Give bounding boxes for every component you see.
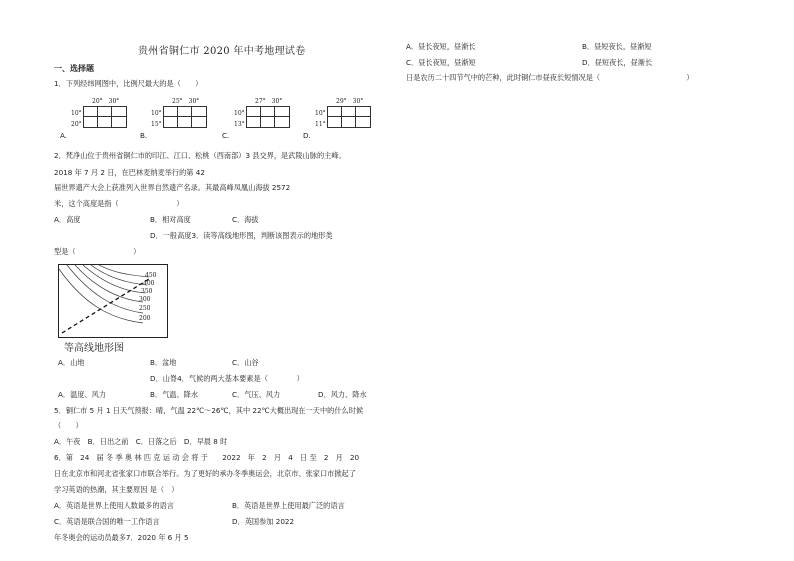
lat-lon-grid (327, 106, 371, 128)
question-2-line: 2018 年 7 月 2 日，在巴林麦纳麦举行的第 42 (54, 168, 205, 177)
q4-option-d: D．风力、降水 (318, 390, 367, 399)
grid-left-label: 10° (71, 110, 82, 117)
lat-lon-grid (163, 106, 207, 128)
q7-option-b: B．昼短夜长，昼渐短 (582, 42, 652, 51)
grid-top-label: 25° 30° (172, 98, 200, 105)
q2-option-b: B．相对高度 (150, 215, 191, 224)
page-title: 贵州省铜仁市 2020 年中考地理试卷 (138, 46, 306, 57)
lat-lon-grid (246, 106, 290, 128)
contour-map (58, 264, 168, 338)
contour-label: 200 (139, 315, 151, 322)
q5-options: A．午夜 B．日出之前 C．日落之后 D．早晨 8 时 (54, 437, 228, 446)
option-label: D. (303, 131, 311, 140)
option-label: A. (60, 131, 68, 140)
lat-lon-grid (83, 106, 127, 128)
grid-left-label: 10° (315, 110, 326, 117)
grid-left-label: 11° (315, 121, 326, 128)
q2-option-d: D．一般高度3．读等高线地形图，判断该图表示的地形类 (150, 231, 333, 240)
q3-option-c: C．山谷 (232, 358, 259, 367)
question-6-line: 6．第 24 届 冬 季 奥 林 匹 克 运 动 会 将 于 2022 年 2 月 4 日 至 2 月 20 (54, 453, 360, 462)
question-1: 1．下列经纬网图中，比例尺最大的是（ ） (54, 79, 203, 88)
q4-option-a: A．温度、风力 (58, 390, 107, 399)
grid-top-label: 29° 30° (336, 98, 364, 105)
contour-label: 400 (143, 280, 155, 287)
question-2-line: 米，这个高度是指（ ） (54, 199, 184, 208)
q7-option-d: D．昼短夜长，昼渐长 (582, 58, 653, 67)
q2-option-a: A．高度 (54, 215, 81, 224)
q3-option-d: D．山脊4．气候的两大基本要素是（ ） (150, 374, 304, 383)
question-2-line: 2．梵净山位于贵州省铜仁市的印江、江口、松桃（西南部）3 县交界，是武陵山脉的主峰。 (54, 151, 346, 160)
grid-left-label: 13° (234, 121, 245, 128)
grid-top-label: 20° 30° (92, 98, 120, 105)
q7-option-c: C．昼长夜短，昼渐短 (406, 58, 476, 67)
map-caption: 等高线地形图 (64, 343, 124, 354)
q6-option-c: C．英语是联合国的唯一工作语言 (54, 517, 160, 526)
option-label: C. (222, 131, 230, 140)
question-5-line: 5．铜仁市 5 月 1 日天气预报：晴，气温 22℃～26℃，其中 22℃大概出现在一天中的什么时候 (54, 406, 364, 415)
question-6-line: 学习英语的热潮，其主要原因 是（ ） (54, 485, 179, 494)
grid-top-label: 27° 30° (255, 98, 283, 105)
grid-left-label: 10° (234, 110, 245, 117)
contour-label: 300 (139, 296, 151, 303)
q3-option-b: B．盆地 (150, 358, 177, 367)
q6-option-b: B．英语是世界上使用最广泛的语言 (232, 501, 345, 510)
q6-option-d: D．英国参加 2022 (232, 517, 295, 526)
question-8-stem: 日是农历二十四节气中的芒种，此时铜仁市昼夜长短情况是（ ） (406, 73, 694, 82)
question-5-line: （ ） (54, 421, 83, 430)
contour-label: 350 (141, 288, 153, 295)
q4-option-b: B．气温、降水 (150, 390, 199, 399)
q3-option-a: A．山地 (58, 358, 85, 367)
contour-label: 250 (139, 305, 151, 312)
contour-label: 450 (145, 272, 157, 279)
q7-option-a: A．昼长夜短，昼渐长 (406, 42, 476, 51)
option-label: B. (140, 131, 148, 140)
q6-option-a: A．英语是世界上使用人数最多的语言 (54, 501, 174, 510)
grid-left-label: 10° (151, 110, 162, 117)
section-heading: 一、选择题 (54, 64, 94, 73)
question-3-tail: 型是（ ） (54, 247, 141, 256)
question-2-line: 届世界遗产大会上获准列入世界自然遗产名录。其最高峰凤凰山海拔 2572 (54, 183, 291, 192)
q4-option-c: C．气压、风力 (232, 390, 281, 399)
question-6-line: 日在北京市和河北省张家口市联合举行。为了更好的承办冬季奥运会，北京市、张家口市掀起了 (54, 469, 356, 478)
question-6-tail: 年冬奥会的运动员最多7．2020 年 6 月 5 (54, 533, 189, 542)
q2-option-c: C．海拔 (232, 215, 259, 224)
grid-left-label: 15° (151, 121, 162, 128)
grid-left-label: 20° (71, 121, 82, 128)
